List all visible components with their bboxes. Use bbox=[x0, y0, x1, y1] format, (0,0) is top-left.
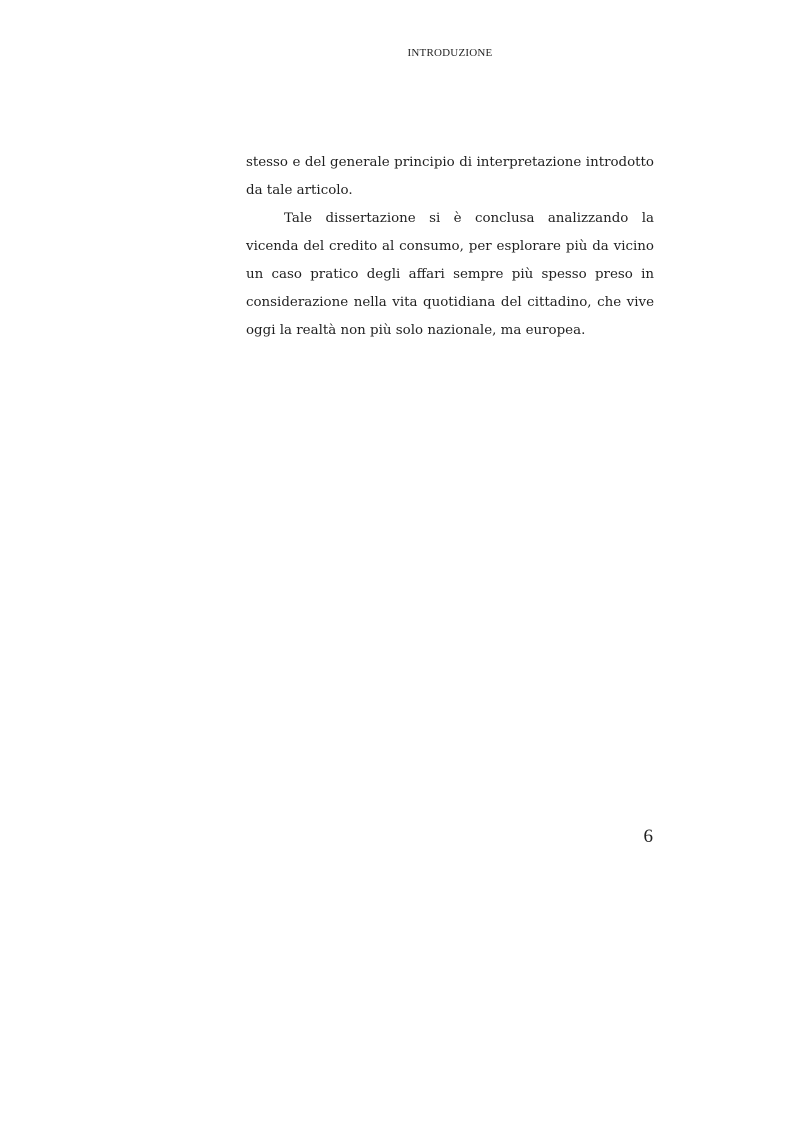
running-header: INTRODUZIONE bbox=[407, 47, 493, 59]
page-number: 6 bbox=[643, 826, 653, 847]
body-text bbox=[246, 149, 654, 345]
paragraph-continuation: stesso e del generale principio di interpretazione introdotto da tale articolo. bbox=[246, 155, 654, 198]
paragraph-conclusion: Tale dissertazione si è conclusa analizzando la vicenda del credito al consumo, per esplorare più da vicino un caso pratico degli affari sempre più spesso preso in considerazione nella vita quotidiana del cittadino, che vive oggi la realtà non più solo nazionale, ma europea. bbox=[246, 211, 654, 338]
